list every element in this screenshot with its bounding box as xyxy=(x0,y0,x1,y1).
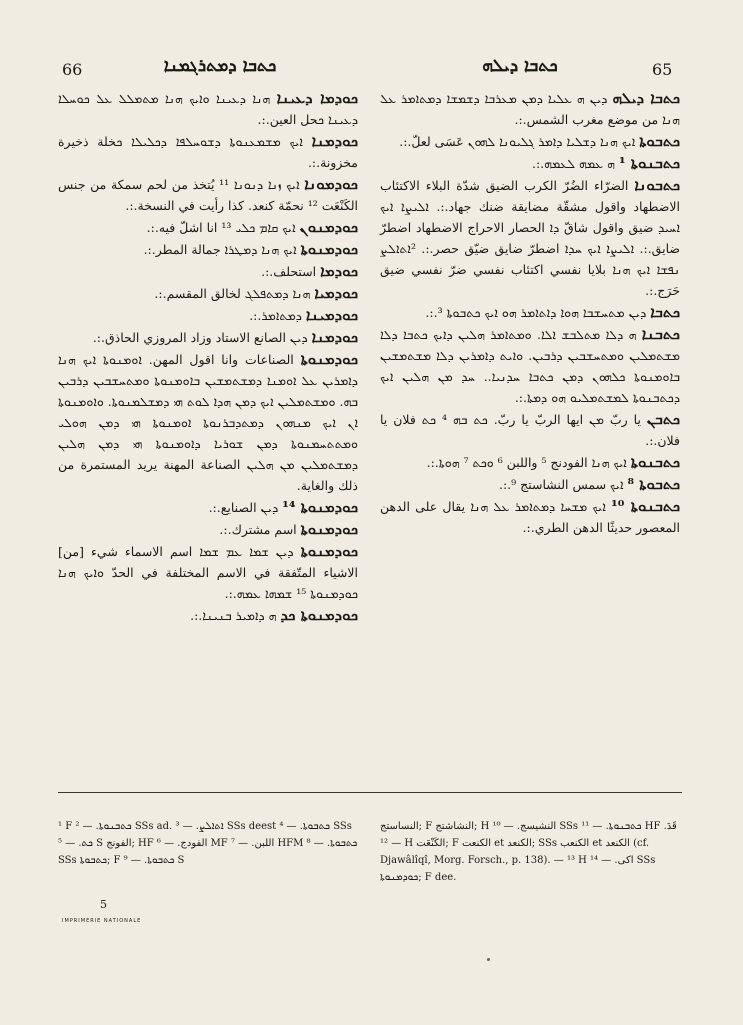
left-column xyxy=(58,88,358,627)
entry-headword: ܟܘܕܡܢܘܬܐ xyxy=(300,542,358,560)
dictionary-entry xyxy=(58,88,358,130)
entry-headword: ܟܬܒܢܘܬܐ xyxy=(630,453,680,471)
entry-definition: ܗ ܥܡܗ ܠܥܡܗ.:. xyxy=(532,156,615,171)
dictionary-entry xyxy=(380,496,680,538)
footnotes-left: ¹ F ܟܬܒܢܘܬܐ. — ² SSs ad. ܐܬܐܠܨ. — ³ SSs deest ܟܬܒܘܬܐ. — ⁴ SSs ܟܬ. — ⁵ S الفونج; HF الفودج. — ⁶ MF اللبن. — ⁷ HFM ܟܬܒܘܬܐ. — ⁸ SSs ܟܬܒܘܬܐ; F ܟܬܒܘܬܐ. — ⁹ S xyxy=(58,821,358,866)
entry-headword: ܟܘܕܡܢܘܬܐ ¹⁴ xyxy=(282,498,358,516)
dictionary-entry xyxy=(58,217,358,238)
entry-definition: الصناعات وانا اقول المهن. ܐܘܡܢܘܬܐ ܐܝܟ ܗܢܐ ܕܐܡܪܝܢ ܥܠ ܐܘܡܢܐ ܕܡܫܬܡܫܝܢ ܒܐܘܡܢܘܬܐ ܘܡܬܚܫܒܝܢ ܕܪܒܝܢ ܒܗ. ܘܡܫܬܡܠܝܢ ܐܝܟ ܕܡܢ ܗܕܐ ܠܘܬ ܗܝ ܕܡܫܠܡܢܘܬܐ. ܘܐܘܡܢܘܬܐ ܐܢ ܐܝܟ ܡܢܗܘܢ ܕܡܬܕܒܪܢܘܬܐ ܐܘܡܢܘܬܐ ܗܝ ܕܡܢ ܗܘܠܝ ܘܡܬܬܚܡܢܘܬܐ ܕܡܢ ܫܘܪܝܐ ܕܐܘܡܢܘܬܐ ܗܝ ܕܡܢ ܗܠܝܢ ܕܡܫܬܡܠܝܢ ܡܢ ܗܠܝܢ الصناعة المهنة يريد المستمرة من ذلك والغاية. xyxy=(58,352,358,493)
entry-definition: ܐܝܟ ܙܢܐ ܕܢܘܢܐ ¹¹ يُتخذ من لحم سمكة من جنس الكَنْعَت ¹² نحمّة كنعد. كذا رأيت في النسخة.:. xyxy=(58,177,358,213)
entry-definition: ܐܝܟ ܡܫܚܐ ܕܡܬܐܡܪ ܥܠ ܗܢܐ يقال على الدهن المعصور حديثًا الدهن الطري.:. xyxy=(380,499,680,535)
dictionary-entry xyxy=(58,283,358,304)
entry-definition: ܕܝܢ ܫܡܐ ܥܡ ܫܡܐ اسم الاسماء شيء [من] الاشياء المتّفقة في الاسم المختلفة في الحدّ ܘܐܝܟ ܗܢܐ ܟܘܕܡܢܘܬܐ ¹⁵ ܫܡܗܐ ܥܡܗ.:. xyxy=(58,544,358,601)
entry-definition: ܐܝܟ سمس النشاستج ⁹.:. xyxy=(498,477,624,492)
dictionary-entry xyxy=(380,88,680,130)
dictionary-entry xyxy=(58,497,358,518)
dictionary-entry xyxy=(58,519,358,540)
dictionary-entry xyxy=(380,324,680,408)
entry-definition: اسم مشترك.:. xyxy=(219,522,297,537)
entry-definition: ܐܝܟ ܗܢܐ ܕܫܠܝܐ ܕܐܡܪ ܓܠܝܘܢܐ ܠܗܘܢ عَسَى لعلّ.:. xyxy=(399,134,636,149)
entry-headword: ܟܘܕܡܝܐ xyxy=(314,284,358,302)
entry-headword: ܟܘܕܡܢܐ xyxy=(311,132,358,150)
entry-headword: ܟܘܕܡܢܐ xyxy=(311,328,358,346)
footnote-rule xyxy=(58,792,682,793)
imprint-line: IMPRIMERIE NATIONALE xyxy=(62,918,142,924)
entry-headword: ܟܘܕܡܘܢܐ xyxy=(304,175,358,193)
dictionary-entry xyxy=(380,131,680,152)
entry-headword: ܟܘܕܡܝܢܐ xyxy=(305,306,358,324)
right-page-number: 65 xyxy=(652,60,673,79)
entry-headword: ܟܘܕܡܢܘܬܐ xyxy=(300,240,358,258)
entry-definition: ܐܝܟ ܩܐܡ ܟܠܝ ¹³ انا اشلّ فيه.:. xyxy=(146,220,296,235)
dictionary-entry xyxy=(58,327,358,348)
entry-definition: ܗ ܕܐܡܝܪ ܒܢܝܢܐ.:. xyxy=(190,608,277,623)
entry-definition: ܕܝܢ الصانع الاستاد وزاد المروزي الحاذق.:. xyxy=(92,330,308,345)
right-column xyxy=(380,88,680,539)
dictionary-entry xyxy=(58,131,358,173)
dictionary-entry xyxy=(380,153,680,174)
entry-headword: ܟܘܕܡܢܘܢ xyxy=(299,218,358,236)
entry-headword: ܟܬܒܢ xyxy=(646,410,680,428)
entry-definition: يا ربّ ܡܢ ايها الربّ يا ربّ. ܟܬ ܒܗ ⁴ ܟܬ فلان يا فلان.:. xyxy=(380,412,680,448)
entry-headword: ܟܘܕܡܐ ܕܥܝܢܐ xyxy=(276,89,358,107)
entry-headword: ܟܬܒܢܘܬܐ ¹ xyxy=(618,154,680,172)
entry-definition: ܕܝܢ ܡܬܚܫܒܐ ܗܘܐ ܕܐܬܐܡܪ ܗܘ ܐܝܟ ܟܬܒܘܬܐ ³.:. xyxy=(425,305,647,320)
footnotes-right: النساستج; F النشاشتج; H النشيسج. — ¹⁰ SSs ܟܬܒܢܘܬܐ. — ¹¹ HF قَدَ. — ¹² H الكَنْعَت; F الكنعت et الكنعد; SSs الكنعب et الكنعد (cf. Djawâlîqî, Morg. Forsch., p. 138). — ¹³ H اكى. — ¹⁴ SSs ܟܘܕܡܢܘܬܐ; F dee. xyxy=(380,821,677,883)
entry-definition: ܗ ܕܠܐ ܡܬܠܒܫ ܐܠܐ. ܘܡܬܐܡܪ ܗܠܝܢ ܕܐܝܟ ܟܬܒܐ ܕܠܐ ܡܫܬܡܠܝܢ ܘܡܬܚܫܒܝܢ ܕܪܒܝܢ. ܘܐܝܬ ܕܐܡܪܝܢ ܕܠܐ ܡܫܬܡܫܝܢ ܒܐܘܡܢܘܬܐ ܟܠܗܘܢ ܕܡܢ ܟܬܒܐ ܚܕܢܝܐ.. ܚܕ ܡܢ ܗܠܝܢ ܐܝܟ ܕܟܬܒܢܘܬܐ ܠܡܫܬܡܠܝܘ ܗܘ ܕܡܬܐ.:. xyxy=(380,327,680,405)
dictionary-entry xyxy=(58,541,358,604)
dictionary-entry xyxy=(58,239,358,260)
dictionary-entry xyxy=(58,261,358,282)
dictionary-entry xyxy=(380,409,680,451)
signature-mark: 5 xyxy=(100,898,107,911)
entry-headword: ܟܬܒܢܘܬܐ ¹⁰ xyxy=(611,497,680,515)
entry-definition: ܐܝܟ ܡܫܡܥܢܘܬܐ ܕܫܘܚܠܦܐ ܕܟܠܝܠܐ ܟخلة ذخيرة مخزونة.:. xyxy=(58,134,358,170)
entry-headword: ܟܘܕܡܢܘܬܐ xyxy=(300,520,358,538)
entry-headword: ܟܬܒܢܐ xyxy=(641,325,680,343)
entry-definition: ܐܝܟ ܗܢܐ الفودنج ⁵ واللبن ⁶ ܘܟܬ ⁷ ܗܘܬܐ.:. xyxy=(426,455,627,470)
entry-headword: ܟܘܕܡܐ xyxy=(320,262,358,280)
entry-headword: ܟܬܒܘܬܐ ⁸ xyxy=(627,475,680,493)
entry-headword: ܟܬܒܘܢܐ xyxy=(634,176,680,194)
dictionary-entry xyxy=(380,474,680,495)
entry-definition: ܕܝܢ الصنايع.:. xyxy=(208,500,279,515)
dictionary-entry xyxy=(58,605,358,626)
entry-headword: ܟܬܒܐ ܕܝܠܗ xyxy=(612,89,680,107)
dictionary-entry xyxy=(380,302,680,323)
entry-definition: الضرّاء الضُرّ الكرب الضيق شدّة البلاء الاكتئاب الاضطهاد واقول مشقّة مضايقة ضنك جهاد.:. ܐܠܝܨܐ ܐܝܟ ܐܚܝܕ ضيق واقول شاقّ ܕܐ الحصار الاحراج الاضطهاد اضطرّ ضايق.:. ܐܠܝܨܐ ܐܝܟ ܚܕܐ اضطرّ ضايق ضيّق حصر.:. ²ܐܬܐܠܨ ܢܦܫܐ ܐܝܟ ܗܢܐ بلايا نفسي اكتئاب نفسي ضرّ نفسي ضيق حَرَج.:. xyxy=(380,178,680,298)
entry-headword: ܟܬܒܘܬܐ xyxy=(639,132,680,150)
entry-definition: ܗܢܐ ܕܡܬܦܠܓ لخالق المقسم.:. xyxy=(154,286,311,301)
dictionary-entry xyxy=(380,175,680,301)
entry-definition: ܗܢܐ ܕܥܝܢܐ ܘܐܝܟ ܗܢܐ ܡܬܡܠܠ ܥܠ ܟܘܚܠܐ ܕܥܝܢܐ ܟحل العين.:. xyxy=(58,91,358,127)
entry-headword: ܟܬܒܐ xyxy=(650,303,680,321)
entry-definition: ܕܡܬܐܡܪ.:. xyxy=(249,308,302,323)
entry-definition: ܐܝܟ ܗܢܐ ܕܡܛܪܐ جمالة المطر.:. xyxy=(143,242,297,257)
entry-definition: استحلف.:. xyxy=(261,264,317,279)
right-running-head: ܟܬܒܐ ܕܝܠܗ xyxy=(482,56,558,76)
left-page-number: 66 xyxy=(62,60,83,79)
dictionary-entry xyxy=(58,174,358,216)
dictionary-entry xyxy=(380,452,680,473)
dictionary-entry xyxy=(58,305,358,326)
left-running-head: ܟܬܒܐ ܕܡܬܪܓܡܢܐ xyxy=(163,56,277,76)
entry-headword: ܟܘܕܡܢܘܬܐ ܟܕ xyxy=(280,606,358,624)
entry-headword: ܟܘܕܡܢܘܬܐ xyxy=(300,350,358,368)
dictionary-entry xyxy=(58,349,358,496)
page-speck xyxy=(487,958,490,961)
entry-definition: ܕܝܢ ܗ ܥܠܝܐ ܕܡܢ ܡܥܪܒܐ ܕܫܡܫܐ ܕܡܬܐܡܪ ܥܠ ܗܢܐ من موضع مغرب الشمس.:. xyxy=(380,91,680,127)
